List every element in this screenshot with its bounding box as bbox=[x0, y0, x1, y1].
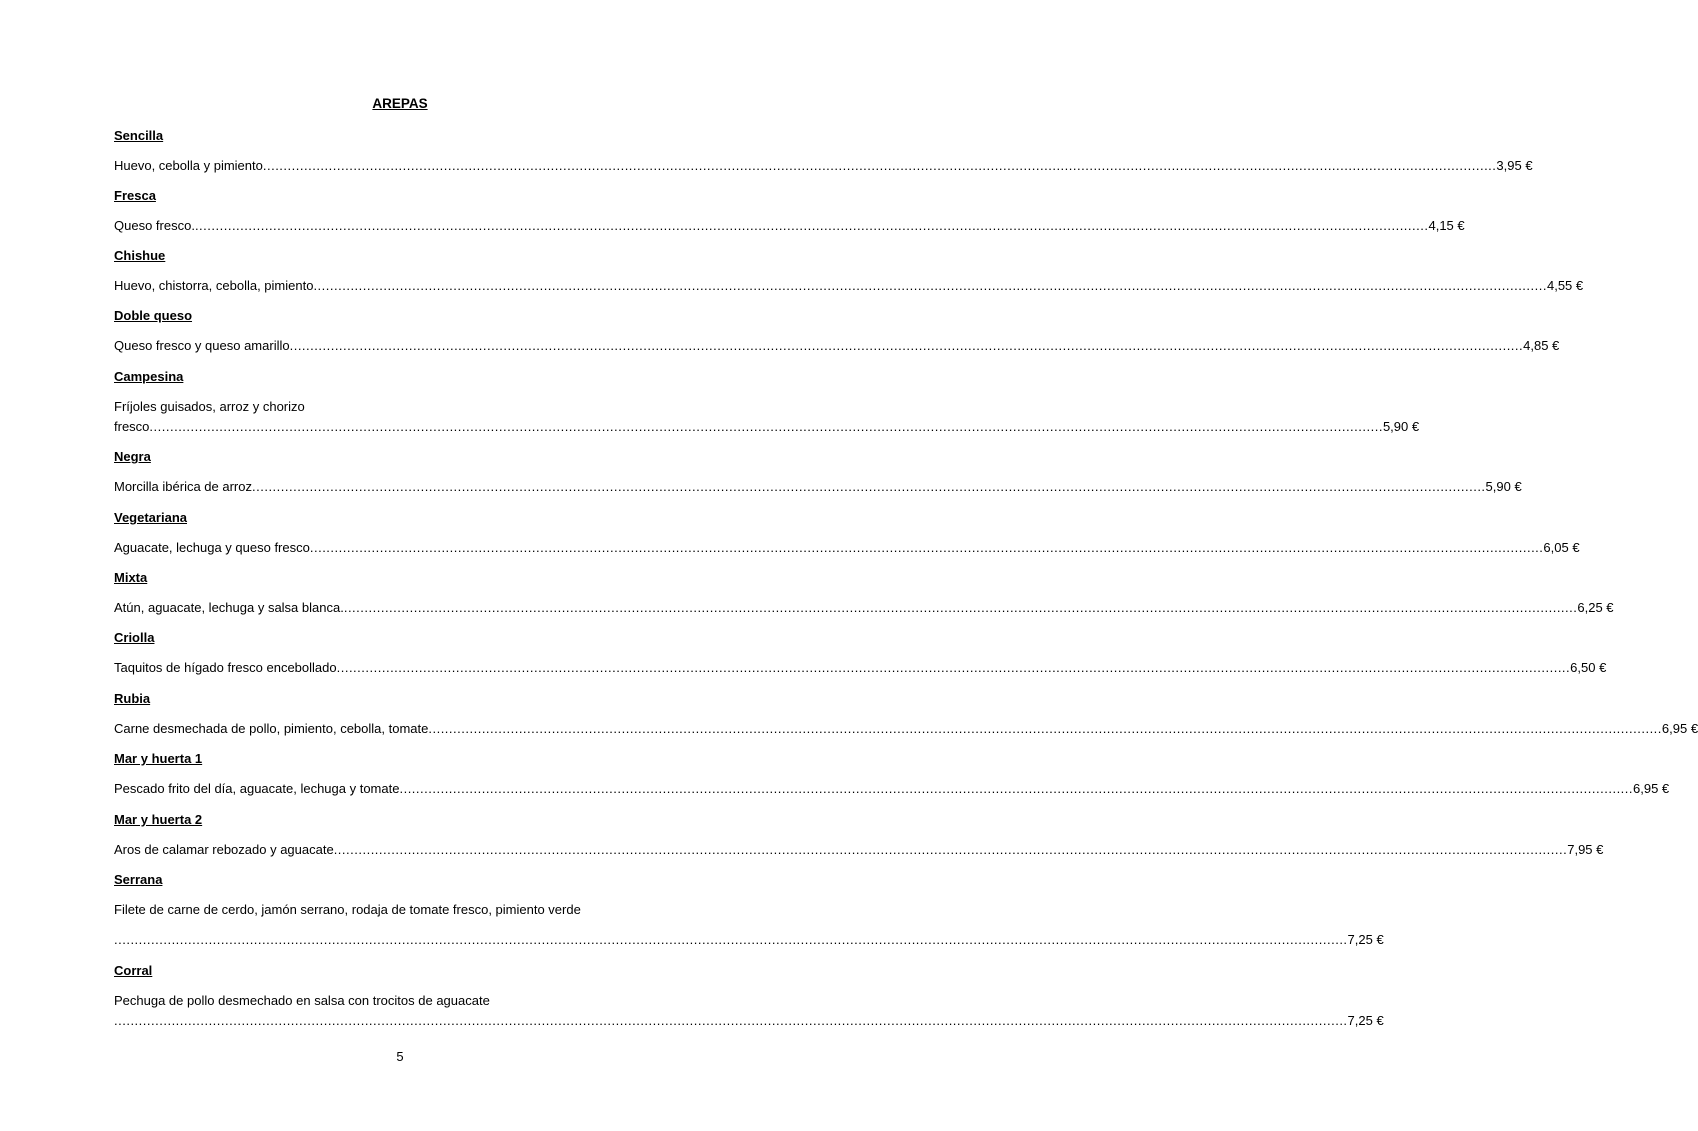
menu-item bbox=[114, 750, 1670, 797]
item-name: Serrana bbox=[114, 872, 163, 887]
dot-leader: ............................................................................................................................................................................................................................................................................................................ bbox=[399, 781, 1634, 796]
item-price: 5,90 € bbox=[1382, 419, 1420, 434]
item-description: Huevo, chistorra, cebolla, pimiento bbox=[114, 278, 314, 293]
dot-leader: ............................................................................................................................................................................................................................................................................................................ bbox=[289, 338, 1524, 353]
dot-leader: ............................................................................................................................................................................................................................................................................................................ bbox=[252, 479, 1486, 494]
item-description-line: Filete de carne de cerdo, jamón serrano, rodaja de tomate fresco, pimiento verde bbox=[114, 902, 581, 917]
item-price: 4,55 € bbox=[1546, 278, 1584, 293]
item-price-line bbox=[114, 599, 1614, 616]
menu-item bbox=[114, 690, 1698, 737]
item-description: Atún, aguacate, lechuga y salsa blanca. bbox=[114, 600, 344, 615]
item-name: Vegetariana bbox=[114, 510, 187, 525]
item-description: Carne desmechada de pollo, pimiento, cebolla, tomate bbox=[114, 721, 429, 736]
item-price-line bbox=[114, 841, 1604, 858]
item-price: 7,95 € bbox=[1567, 842, 1604, 857]
menu-item bbox=[114, 127, 1533, 174]
dot-leader: ............................................................................................................................................................................................................................................................................................................ bbox=[428, 721, 1662, 736]
menu-item bbox=[114, 871, 1384, 948]
item-name: Corral bbox=[114, 963, 153, 978]
item-description: Aguacate, lechuga y queso fresco bbox=[114, 540, 310, 555]
item-name: Chishue bbox=[114, 248, 166, 263]
dot-leader: ............................................................................................................................................................................................................................................................................................................ bbox=[336, 660, 1571, 675]
item-price-line bbox=[114, 277, 1584, 294]
dot-leader: ............................................................................................................................................................................................................................................................................................................ bbox=[309, 540, 1544, 555]
item-name: Mar y huerta 2 bbox=[114, 812, 203, 827]
dot-leader: ............................................................................................................................................................................................................................................................................................................ bbox=[114, 932, 1348, 947]
item-description: Queso fresco. bbox=[114, 218, 195, 233]
item-price-line bbox=[114, 418, 1420, 435]
item-price-line bbox=[114, 217, 1465, 234]
item-name: Negra bbox=[114, 449, 151, 464]
item-name: Doble queso bbox=[114, 308, 193, 323]
menu-item bbox=[114, 247, 1584, 294]
item-name: Fresca bbox=[114, 188, 156, 203]
item-name: Campesina bbox=[114, 369, 184, 384]
item-price: 3,95 € bbox=[1496, 158, 1533, 173]
item-price: 6,25 € bbox=[1577, 600, 1614, 615]
item-description-line: Pechuga de pollo desmechado en salsa con trocitos de aguacate bbox=[114, 993, 490, 1008]
dot-leader: ............................................................................................................................................................................................................................................................................................................ bbox=[333, 842, 1568, 857]
item-description: Aros de calamar rebozado y aguacate bbox=[114, 842, 334, 857]
item-name: Mixta bbox=[114, 570, 148, 585]
item-price-line bbox=[114, 659, 1607, 676]
menu-item bbox=[114, 569, 1614, 616]
item-description: Pescado frito del día, aguacate, lechuga y tomate bbox=[114, 781, 400, 796]
menu-item bbox=[114, 448, 1522, 495]
item-price: 4,15 € bbox=[1428, 218, 1465, 233]
item-price-line bbox=[114, 1012, 1384, 1029]
item-price: 5,90 € bbox=[1485, 479, 1522, 494]
page-number: 5 bbox=[396, 1049, 404, 1064]
dot-leader: ............................................................................................................................................................................................................................................................................................................ bbox=[343, 600, 1578, 615]
item-price-line bbox=[114, 780, 1670, 797]
item-price-line bbox=[114, 720, 1698, 737]
item-description: Taquitos de hígado fresco encebollado bbox=[114, 660, 337, 675]
item-price-line bbox=[114, 478, 1522, 495]
item-price-line bbox=[114, 337, 1560, 354]
item-price: 4,85 € bbox=[1523, 338, 1560, 353]
item-price: 7,25 € bbox=[1347, 932, 1384, 947]
item-price: 6,95 € bbox=[1633, 781, 1670, 796]
dot-leader: ............................................................................................................................................................................................................................................................................................................ bbox=[262, 158, 1497, 173]
menu-item bbox=[114, 187, 1465, 234]
menu-item bbox=[114, 509, 1580, 556]
item-price: 7,25 € bbox=[1347, 1013, 1384, 1028]
menu-item bbox=[114, 307, 1560, 354]
item-price: 6,05 € bbox=[1543, 540, 1580, 555]
item-name: Sencilla bbox=[114, 128, 164, 143]
item-price-line bbox=[114, 157, 1533, 174]
item-price: 6,50 € bbox=[1570, 660, 1607, 675]
item-name: Rubia bbox=[114, 691, 151, 706]
menu-item bbox=[114, 629, 1607, 676]
dot-leader: ............................................................................................................................................................................................................................................................................................................ bbox=[149, 419, 1383, 434]
item-price-line bbox=[114, 539, 1580, 556]
menu-item bbox=[114, 368, 1420, 435]
section-title: AREPAS bbox=[372, 96, 428, 111]
menu-item bbox=[114, 811, 1604, 858]
item-description: Queso fresco y queso amarillo bbox=[114, 338, 290, 353]
item-description: fresco bbox=[114, 419, 150, 434]
dot-leader: ............................................................................................................................................................................................................................................................................................................ bbox=[194, 218, 1429, 233]
item-description: Morcilla ibérica de arroz bbox=[114, 479, 252, 494]
item-description-line: Fríjoles guisados, arroz y chorizo bbox=[114, 399, 305, 414]
item-name: Criolla bbox=[114, 630, 155, 645]
item-description: Huevo, cebolla y pimiento bbox=[114, 158, 263, 173]
dot-leader: ............................................................................................................................................................................................................................................................................................................ bbox=[114, 1013, 1348, 1028]
item-price: 6,95 € bbox=[1661, 721, 1698, 736]
dot-leader: ............................................................................................................................................................................................................................................................................................................ bbox=[313, 278, 1547, 293]
menu-item bbox=[114, 962, 1384, 1029]
item-name: Mar y huerta 1 bbox=[114, 751, 203, 766]
item-price-line bbox=[114, 931, 1384, 948]
